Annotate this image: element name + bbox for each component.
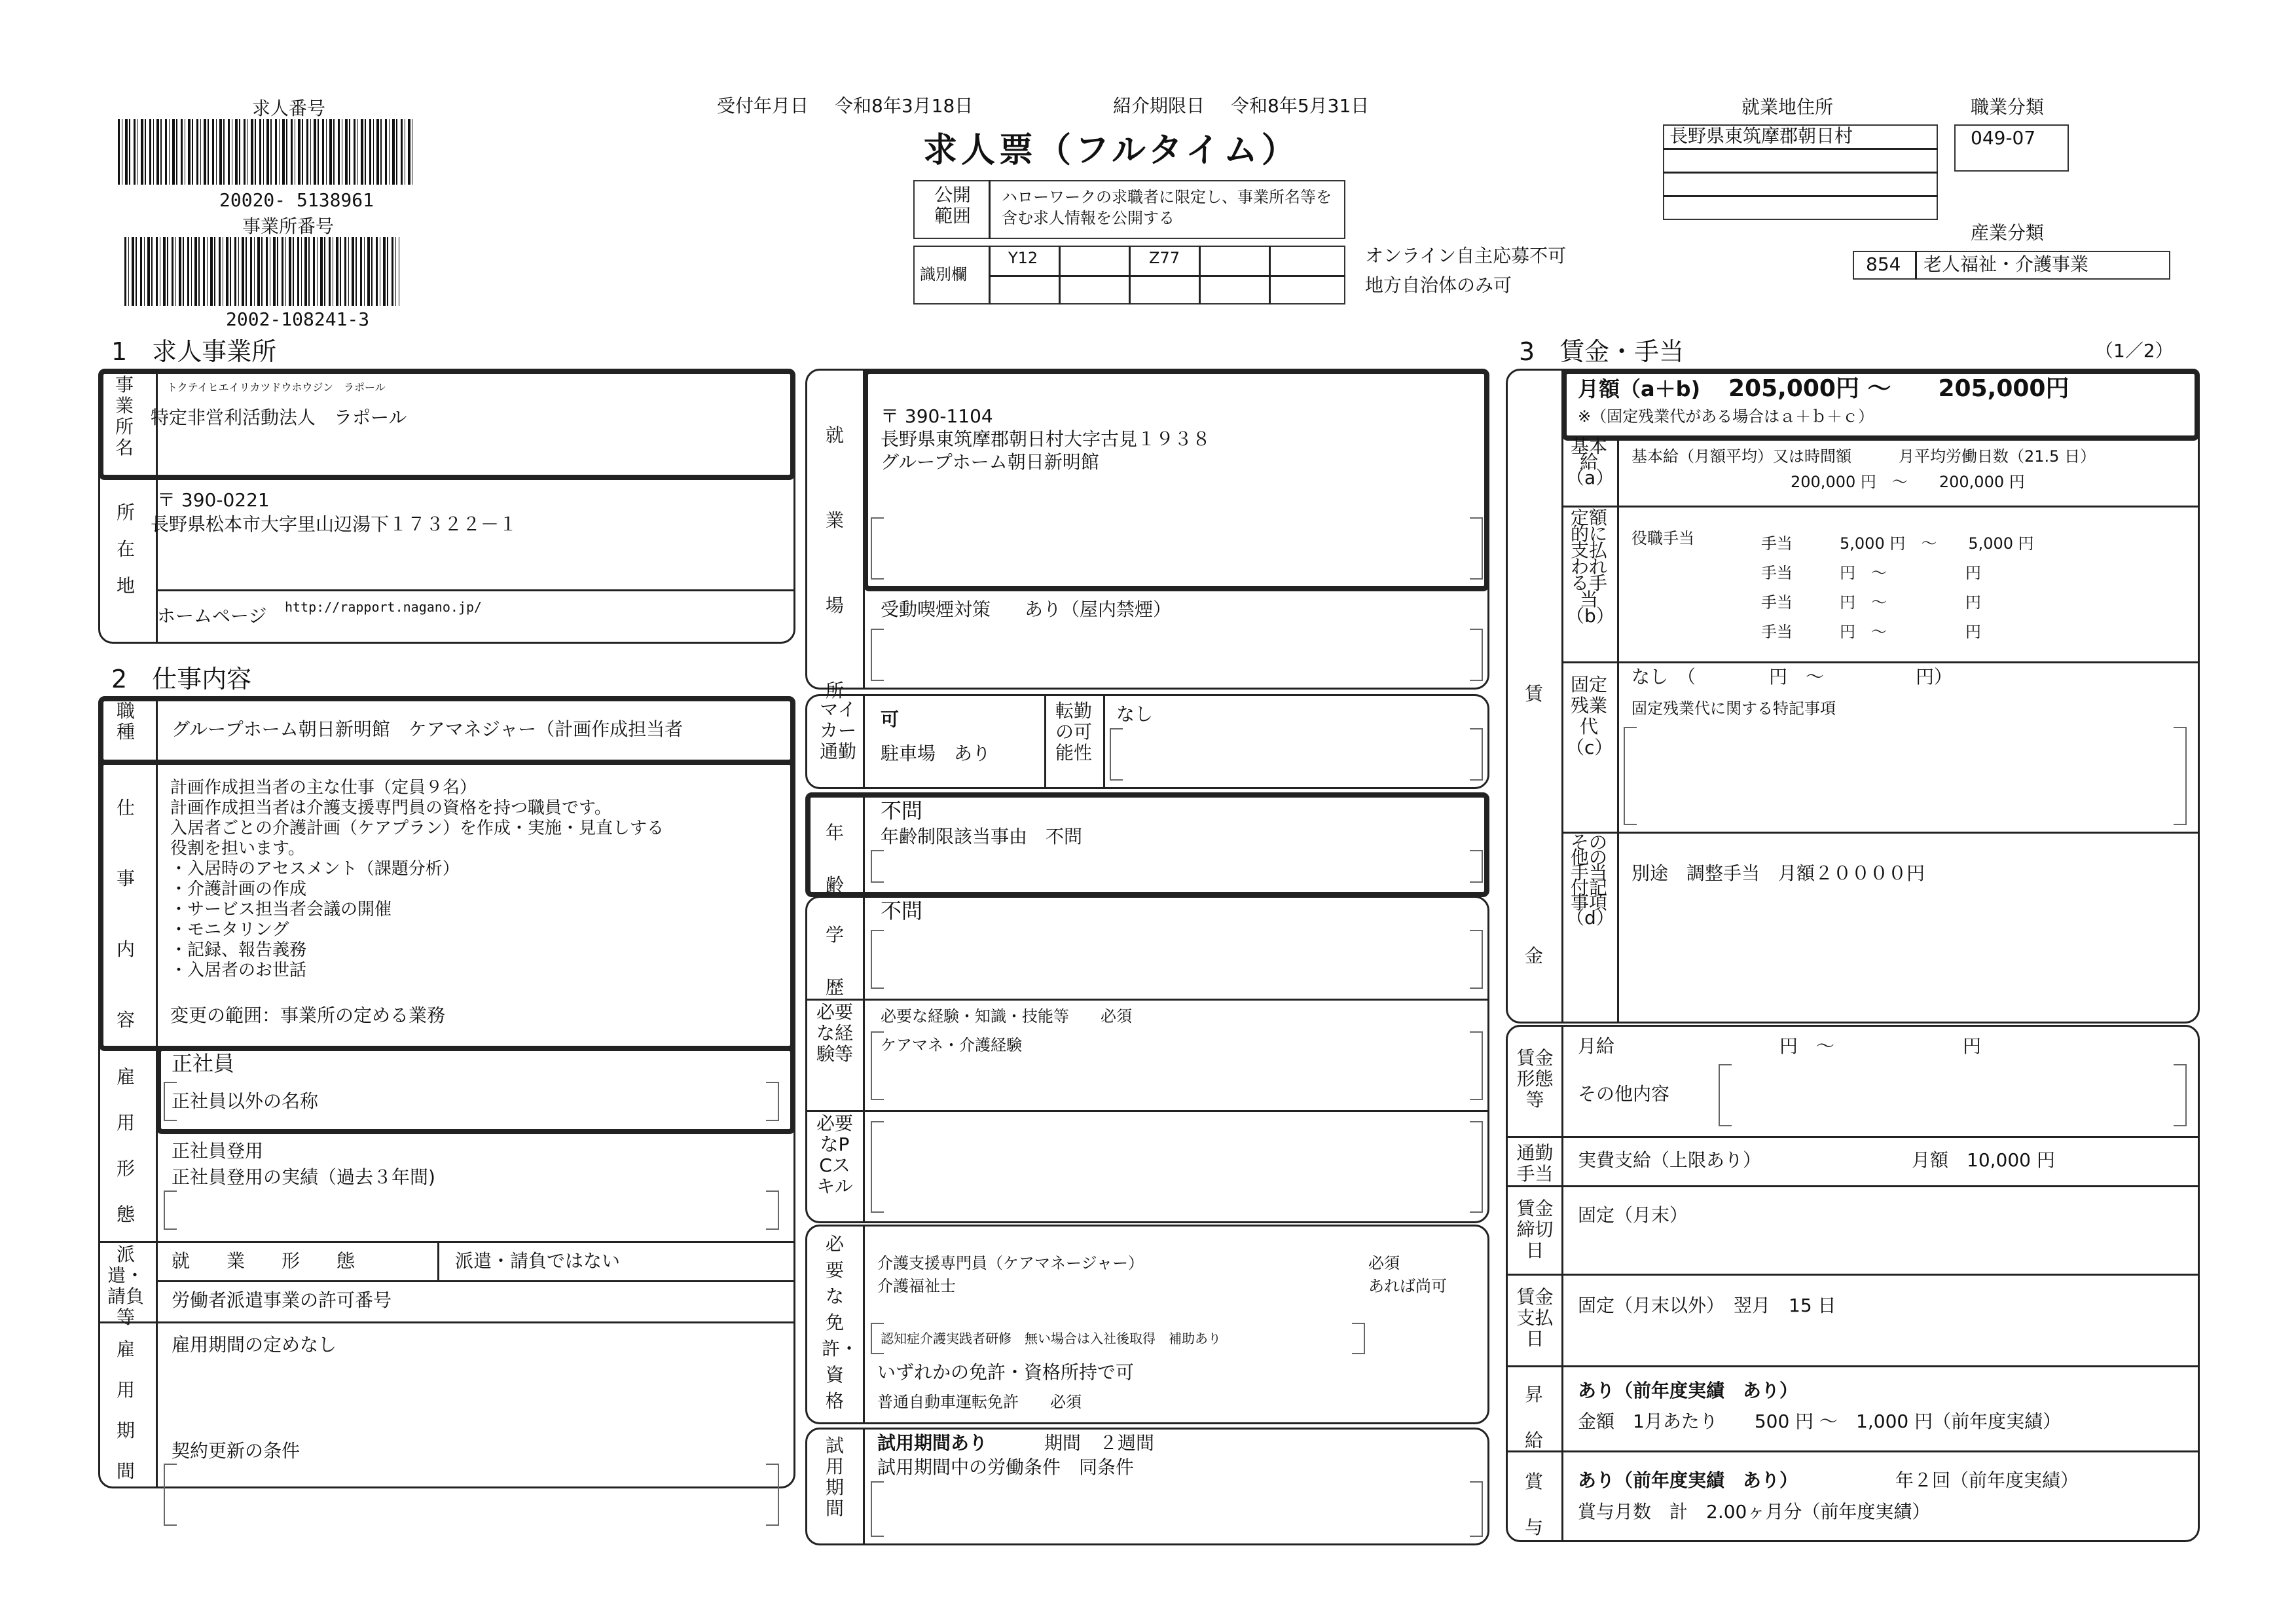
homepage-label: ホームページ <box>157 605 267 627</box>
exp-label: 必要な経験等 <box>816 1001 853 1065</box>
pc-label: 必要なPCスキル <box>816 1113 853 1197</box>
job-content-line: ・モニタリング <box>170 920 289 940</box>
page-number: （1／2） <box>2095 340 2174 361</box>
trial: 試用期間あり <box>877 1432 988 1454</box>
homepage-link[interactable]: http://rapport.nagano.jp/ <box>285 599 483 615</box>
job-content-line: 計画作成担当者は介護支援専門員の資格を持つ職員です。 <box>170 798 611 818</box>
raise: あり（前年度実績 あり） <box>1578 1380 1798 1401</box>
transfer: なし <box>1116 703 1154 725</box>
allowance-row-value: 円 〜 円 <box>1840 564 1981 582</box>
fixed-allowance-label: 定額的に支払われる手当（b） <box>1566 507 1614 627</box>
age: 不問 <box>881 798 923 823</box>
job-content-line: ・入居時のアセスメント（課題分析） <box>170 859 460 879</box>
office-number-label: 事業所番号 <box>242 215 335 237</box>
allowance-row-name: 手当 <box>1761 564 1793 582</box>
job-type-label: 職種 <box>116 700 135 743</box>
wage-label: 賃金 <box>1524 683 1543 967</box>
education: 不問 <box>881 898 923 923</box>
monthly-amount: 205,000円 〜 205,000円 <box>1728 375 2069 402</box>
license-2-req: あれば尚可 <box>1368 1277 1447 1295</box>
edu-label: 学歴 <box>825 924 844 998</box>
wage-form-label: 賃金形態等 <box>1516 1047 1554 1111</box>
allowance-row-value: 円 〜 円 <box>1840 593 1981 612</box>
change-scope: 変更の範囲：事業所の定める業務 <box>170 1005 446 1026</box>
online-note: オンライン自主応募不可 <box>1365 245 1567 267</box>
cutoff-label: 賃金締切日 <box>1516 1198 1554 1261</box>
job-content-line: ・サービス担当者会議の開催 <box>170 900 392 919</box>
regular-promo-record: 正社員登用の実績（過去３年間) <box>172 1166 435 1188</box>
overtime-note: 固定残業代に関する特記事項 <box>1631 699 1836 718</box>
office-number-barcode <box>124 237 399 306</box>
monthly-label: 月額（a＋b) <box>1578 377 1701 401</box>
address-label: 所在地 <box>116 502 135 597</box>
office-number: 2002-108241-3 <box>226 308 370 330</box>
id-code-2: Z77 <box>1149 249 1180 267</box>
allowance-row-name: 手当 <box>1761 593 1793 612</box>
workplace-address: 長野県東筑摩郡朝日村大字古見１９３８ <box>881 428 1211 450</box>
section2-heading: 2 仕事内容 <box>111 665 252 693</box>
other-allowance-label: その他の手当付記事項（d） <box>1566 832 1614 929</box>
age-reason: 年齢制限該当事由 不問 <box>881 826 1083 847</box>
commute: 実費支給（上限あり） <box>1578 1149 1762 1171</box>
commute-value: 月額 10,000 円 <box>1912 1149 2055 1171</box>
allowance-row-name: 手当 <box>1761 534 1793 553</box>
renewal-condition: 契約更新の条件 <box>172 1440 301 1462</box>
workplace-label: 就業場所 <box>825 424 844 701</box>
experience: ケアマネ・介護経験 <box>881 1036 1022 1054</box>
license-1-req: 必須 <box>1368 1254 1400 1272</box>
industry-code: 854 <box>1866 253 1901 275</box>
allowance-row <box>1761 529 2034 559</box>
job-number-label: 求人番号 <box>252 98 326 119</box>
base-label: 基本給（a） <box>1566 435 1614 489</box>
deadline-label: 紹介期限日 <box>1113 95 1205 117</box>
bonus-label: 賞与 <box>1524 1471 1543 1538</box>
industry-label: 産業分類 <box>1971 222 2045 244</box>
dispatch-label: 派遣・請負等 <box>107 1244 144 1328</box>
raise-amount: 金額 1月あたり 500 円 〜 1,000 円（前年度実績） <box>1578 1411 2062 1432</box>
commute-label: 通勤手当 <box>1516 1142 1554 1185</box>
postal-code: 〒 390-0221 <box>157 489 270 511</box>
allowance-row-value: 5,000 円 〜 5,000 円 <box>1840 534 2034 553</box>
office-kana: トクテイヒエイリカツドウホウジン ラポール <box>167 381 386 394</box>
license-4: 普通自動車運転免許 必須 <box>877 1393 1082 1411</box>
period-label: 雇用期間 <box>116 1338 135 1482</box>
license-2: 介護福祉士 <box>877 1277 956 1295</box>
job-content-line: 入居者ごとの介護計画（ケアプラン）を作成・実施・見直しする <box>170 819 665 838</box>
age-label: 年齢 <box>825 822 844 896</box>
parking: 駐車場 あり <box>881 743 991 764</box>
id-label: 識別欄 <box>920 265 967 284</box>
job-class-label: 職業分類 <box>1971 96 2045 118</box>
received-date: 令和8年3月18日 <box>835 95 974 117</box>
job-content-line: ・介護計画の作成 <box>170 879 307 899</box>
wage-other: その他内容 <box>1578 1083 1670 1105</box>
local-note: 地方自治体のみ可 <box>1365 274 1512 296</box>
job-number: 20020- 5138961 <box>219 189 374 211</box>
trial-label: 試用期間 <box>825 1435 844 1519</box>
allowance-rows <box>1761 529 2034 647</box>
trial-condition: 試用期間中の労働条件 同条件 <box>877 1456 1135 1478</box>
qualifications-box <box>805 896 1489 1223</box>
regular-promo: 正社員登用 <box>172 1140 264 1162</box>
experience-head: 必要な経験・知識・技能等 必須 <box>881 1007 1132 1025</box>
allowance-row-name: 手当 <box>1761 623 1793 641</box>
workplace-name: グループホーム朝日新明館 <box>881 451 1099 473</box>
office-address: 長野県松本市大字里山辺湯下１７３２２－１ <box>151 513 518 535</box>
trial-period: 期間 ２週間 <box>1044 1432 1155 1454</box>
car-commute: 可 <box>881 709 900 730</box>
job-content-line: ・入居者のお世話 <box>170 961 307 980</box>
page-title: 求人票（フルタイム） <box>923 131 1300 170</box>
employment-other-label: 正社員以外の名称 <box>172 1090 319 1112</box>
publish-text: ハローワークの求職者に限定し、事業所名等を含む求人情報を公開する <box>1002 188 1332 227</box>
received-label: 受付年月日 <box>717 95 809 117</box>
other-allowance: 別途 調整手当 月額２００００円 <box>1631 862 1925 884</box>
dispatch-license-label: 労働者派遣事業の許可番号 <box>172 1289 392 1311</box>
license-any: いずれかの免許・資格所持で可 <box>877 1361 1135 1383</box>
payday-label: 賃金支払日 <box>1516 1286 1554 1350</box>
license-label: 必要な免許・資格 <box>822 1233 859 1412</box>
car-label: マイカー通勤 <box>819 699 856 762</box>
payday: 固定（月末以外） 翌月 15 日 <box>1578 1295 1836 1316</box>
smoking-policy: あり（屋内禁煙） <box>1025 599 1172 620</box>
overtime: なし （ 円 〜 円） <box>1631 666 1953 688</box>
deadline-date: 令和8年5月31日 <box>1231 95 1370 117</box>
base-value: 200,000 円 〜 200,000 円 <box>1791 473 2025 491</box>
raise-label: 昇給 <box>1524 1384 1543 1451</box>
monthly-note: ※（固定残業代がある場合はａ＋ｂ＋ｃ） <box>1578 407 1874 426</box>
job-content-line: 計画作成担当者の主な仕事（定員９名） <box>170 778 477 798</box>
base-head: 基本給（月額平均）又は時間額 月平均労働日数（21.5 日） <box>1631 447 2096 466</box>
office-name: 特定非営利活動法人 ラポール <box>151 407 407 428</box>
workplace-postal: 〒 390-1104 <box>881 405 993 427</box>
industry-name: 老人福祉・介護事業 <box>1923 253 2089 275</box>
allowance-row <box>1761 559 2034 588</box>
work-address-label: 就業地住所 <box>1741 96 1834 118</box>
employment-label: 雇用形態 <box>116 1066 135 1225</box>
section1-heading: 1 求人事業所 <box>111 337 277 366</box>
allowance-name: 役職手当 <box>1631 529 1694 547</box>
smoking-label: 受動喫煙対策 <box>881 599 991 620</box>
section3-heading: 3 賃金・手当 <box>1519 337 1685 366</box>
job-content-line: ・記録、報告義務 <box>170 940 307 960</box>
bonus: あり（前年度実績 あり） <box>1578 1469 1798 1491</box>
overtime-label: 固定残業代（c） <box>1566 674 1613 758</box>
wage-form: 月給 円 〜 円 <box>1578 1035 1982 1057</box>
office-name-label: 事業所名 <box>115 374 134 458</box>
license-3: 認知症介護実践者研修 無い場合は入社後取得 補助あり <box>881 1331 1221 1346</box>
publish-label: 公開範囲 <box>934 184 971 227</box>
allowance-row-value: 円 〜 円 <box>1840 623 1981 641</box>
content-label: 仕事内容 <box>116 797 135 1031</box>
employment-period: 雇用期間の定めなし <box>172 1334 337 1356</box>
workplace-frame <box>863 369 1489 591</box>
bonus-times: 年２回（前年度実績） <box>1895 1469 2079 1491</box>
job-type: グループホーム朝日新明館 ケアマネジャー（計画作成担当者 <box>172 718 683 740</box>
transfer-label: 転勤の可能性 <box>1055 700 1092 764</box>
work-form-label: 就 業 形 態 <box>172 1250 355 1272</box>
cutoff: 固定（月末） <box>1578 1204 1688 1226</box>
job-content-line: 役割を担います。 <box>170 839 305 858</box>
work-form: 派遣・請負ではない <box>455 1250 621 1272</box>
job-class: 049-07 <box>1971 127 2036 149</box>
job-content <box>170 778 664 981</box>
id-code-1: Y12 <box>1008 249 1038 267</box>
work-address: 長野県東筑摩郡朝日村 <box>1669 125 1853 147</box>
bonus-months: 賞与月数 計 2.00ヶ月分（前年度実績） <box>1578 1501 1931 1522</box>
license-1: 介護支援専門員（ケアマネージャー） <box>877 1254 1144 1272</box>
job-number-barcode <box>118 119 412 185</box>
allowance-row <box>1761 588 2034 618</box>
employment-type: 正社員 <box>172 1051 235 1076</box>
allowance-row <box>1761 618 2034 647</box>
